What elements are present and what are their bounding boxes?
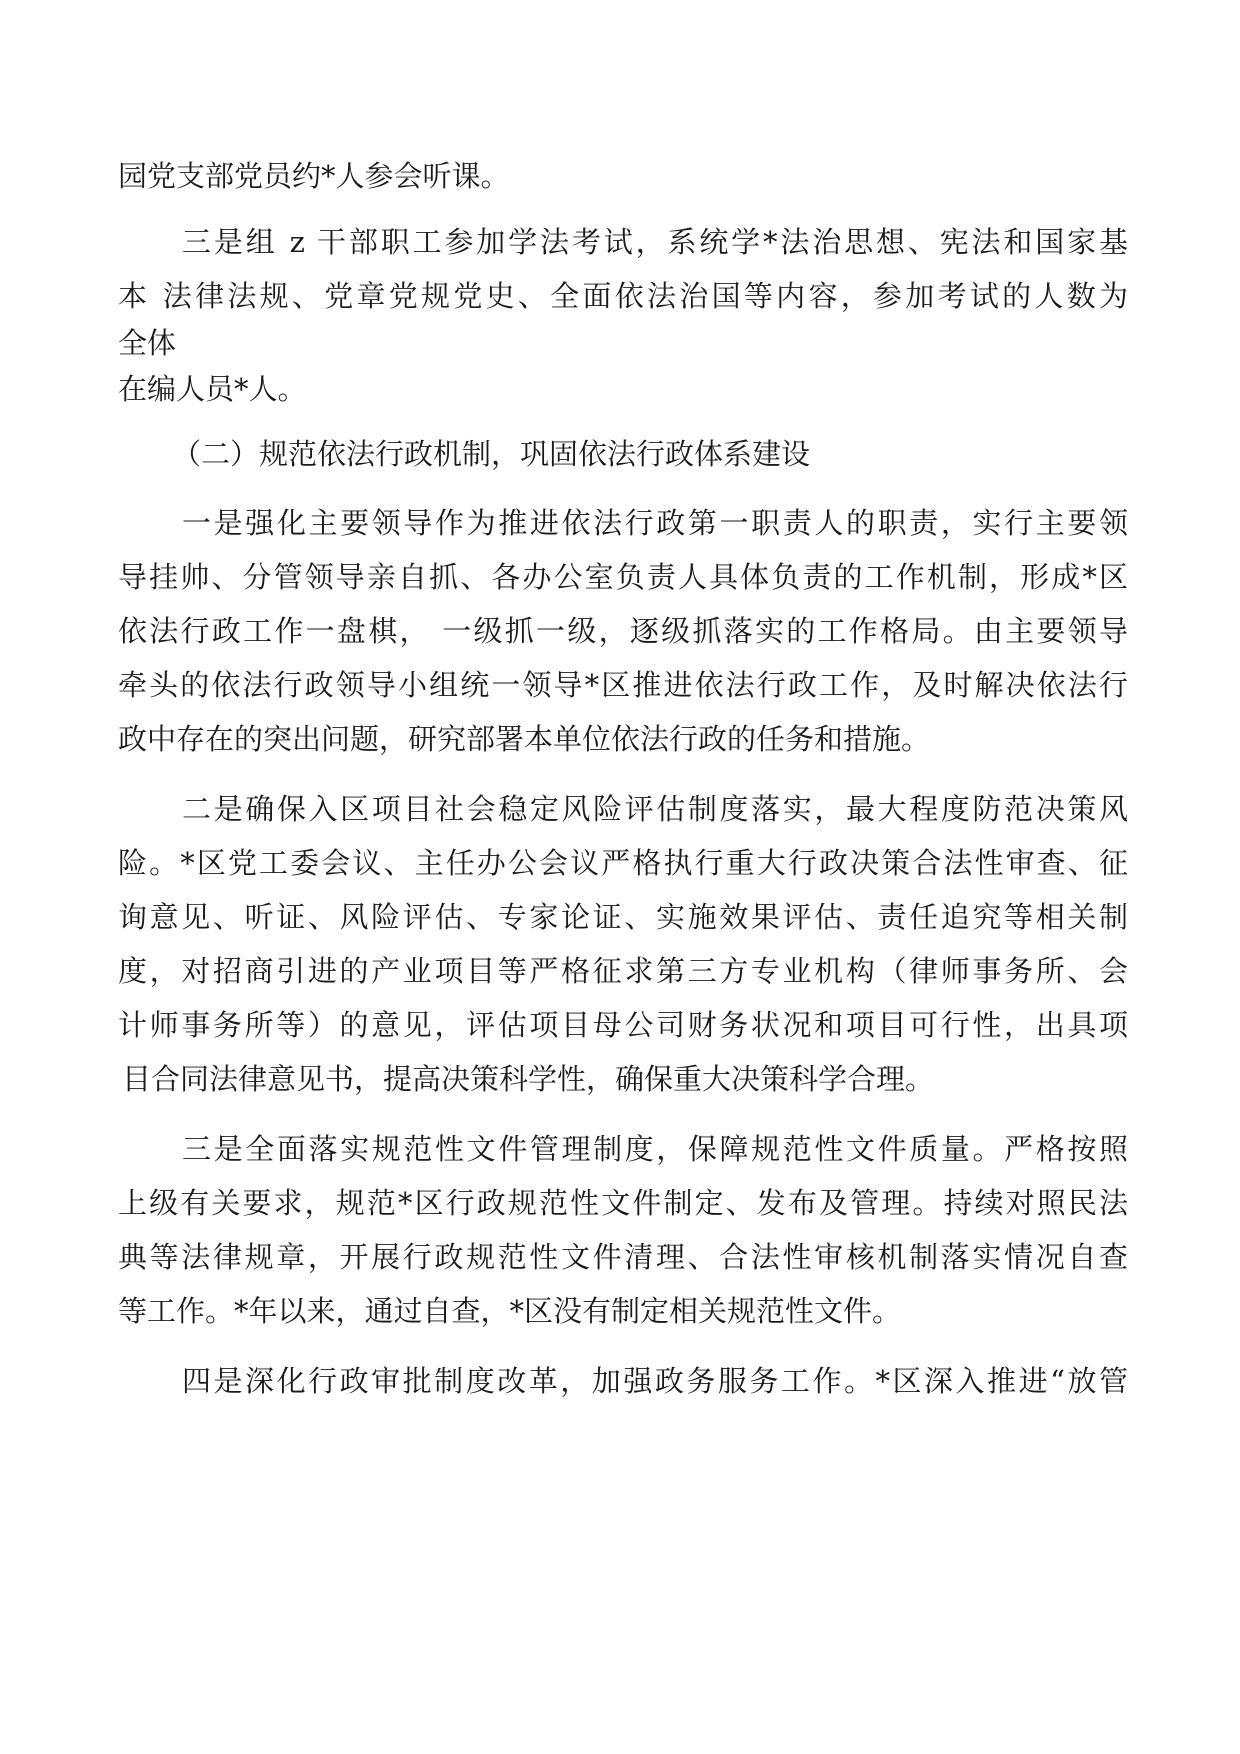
text-line: 牵头的依法行政领导小组统一领导*区推进依法行政工作，及时解决依法行 <box>118 668 1128 702</box>
text-line: 目合同法律意见书，提高决策科学性，确保重大决策科学合理。 <box>122 1062 935 1096</box>
text-line: 依法行政工作一盘棋， 一级抓一级，逐级抓落实的工作格局。由主要领导 <box>118 614 1128 648</box>
text-line: 上级有关要求，规范*区行政规范性文件制定、发布及管理。持续对照民法 <box>118 1186 1128 1220</box>
text-line: 度，对招商引进的产业项目等严格征求第三方专业机构（律师事务所、会 <box>118 954 1128 988</box>
text-line: 等工作。*年以来，通过自查，*区没有制定相关规范性文件。 <box>118 1294 902 1328</box>
text-line: 全体 <box>118 326 177 360</box>
text-line: 二是确保入区项目社会稳定风险评估制度落实，最大程度防范决策风 <box>182 792 1128 826</box>
text-line: 三是全面落实规范性文件管理制度，保障规范性文件质量。严格按照 <box>182 1132 1128 1166</box>
text-line: 四是深化行政审批制度改革，加强政务服务工作。*区深入推进“放管 <box>182 1364 1128 1398</box>
text-line: 本 法律法规、党章党规党史、全面依法治国等内容，参加考试的人数为 <box>118 279 1128 313</box>
text-line: 在编人员*人。 <box>118 372 307 406</box>
text-line: 政中存在的突出问题，研究部署本单位依法行政的任务和措施。 <box>118 722 931 756</box>
section-heading: （二）规范依法行政机制，巩固依法行政体系建设 <box>172 437 811 471</box>
text-line: 园党支部党员约*人参会听课。 <box>118 159 510 193</box>
text-line: 计师事务所等）的意见，评估项目母公司财务状况和项目可行性，出具项 <box>118 1008 1128 1042</box>
text-line: 导挂帅、分管领导亲自抓、各办公室负责人具体负责的工作机制，形成*区 <box>118 560 1128 594</box>
text-line: 险。*区党工委会议、主任办公会议严格执行重大行政决策合法性审查、征 <box>118 846 1128 880</box>
text-line: 三是组 z 干部职工参加学法考试，系统学*法治思想、宪法和国家基 <box>182 225 1128 259</box>
text-line: 典等法律规章，开展行政规范性文件清理、合法性审核机制落实情况自查 <box>118 1240 1128 1274</box>
text-line: 询意见、听证、风险评估、专家论证、实施效果评估、责任追究等相关制 <box>118 900 1128 934</box>
text-line: 一是强化主要领导作为推进依法行政第一职责人的职责，实行主要领 <box>182 506 1128 540</box>
